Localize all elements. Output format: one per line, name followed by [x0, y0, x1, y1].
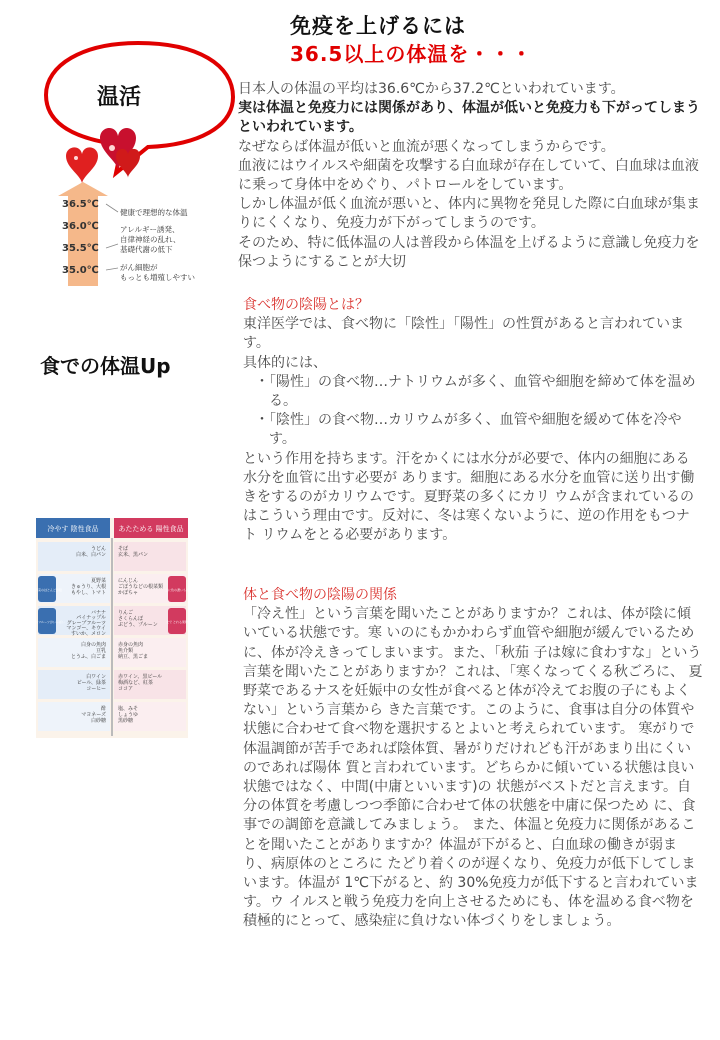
food-cold-item: 白砂糖 — [90, 718, 106, 724]
intro-p3: なぜならば体温が低いと血流が悪くなってしまうからです。 — [238, 138, 615, 155]
yinyang-p2: 具体的には、 — [243, 354, 327, 371]
intro-section — [238, 80, 708, 272]
food-table-image — [29, 518, 190, 738]
food-cold-item: 白身の魚肉 — [80, 642, 106, 648]
intro-p6: そのため、特に低体温の人は普段から体温を上げるように意識し免疫力を保つようにすることが大切 — [238, 234, 700, 270]
note-ideal: 健康で理想的な体温 — [120, 208, 188, 217]
food-cold-item: コーヒー — [86, 686, 106, 692]
note-cancer-2: もっとも増殖しやすい — [120, 273, 195, 282]
food-cold-item: すいか、メロン — [70, 630, 106, 637]
bubble-label: 温活 — [97, 85, 142, 110]
food-warm-item: 納豆、黒ごま — [118, 654, 149, 660]
food-cold-item: グレープフルーツ — [66, 620, 106, 627]
temp-350: 35.0℃ — [62, 265, 99, 276]
food-warm-item: にんじん — [118, 578, 139, 584]
intro-p4: 血液にはウイルスや細菌を攻撃する白血球が存在していて、白血球は血液に乗って身体中をめぐり、パトロールをしています。 — [238, 157, 699, 194]
food-side-tag-label: 土に色の濃いもの — [164, 588, 190, 592]
food-cold-item: バナナ — [90, 610, 106, 616]
section-title: 食べ物の陰陽とは？ — [243, 297, 369, 313]
body-food-section — [243, 586, 703, 932]
note-cancer-1: がん細胞が — [120, 263, 158, 272]
food-cold-item: マンゴー、キウイ — [66, 625, 106, 632]
food-side-tag-label: 北で とれる果物 — [166, 620, 188, 624]
body-food-p1: 「冷え性」という言葉を聞いたことがありますか？これは、体が陰に傾いている状態です。寒 いのにもかかわらず血管や細胞が緩んでいるために、体が冷えきってしまいます。また、「秋茄 子は嫁に食わすな」という言葉を聞いたことがありますか？これは、「寒くなってくる秋ごろに、 夏野菜であるナスを妊娠中の女性が食べると体が冷えてお腹の子にもよくない」という言葉から きた言葉です。このように、食事は自分の体質や状態に合わせて食べ物を選択するとよいと考えられています。 寒がりで体温調節が苦手であれば陰体質、暑がりだけれども汗があまり出にくいのであれば陽体 質と言われています。どちらかに傾いている状態は良い状態ではなく、中間(中庸といいます)の 状態がベストだと言えます。自分の体質を考慮しつつ季節に合わせて体の状態を中庸に保つため に、食事での調節を意識してみましょう。 また、体温と免疫力に関係があることを聞いたことがありますか？体温が下がると、白血球の働きが弱まり、病原体のところに たどり着くのが遅くなり、免疫力が低下してしまいます。体温が 1℃下がると、約 30%免疫力が低下すると言われています。ウ イルスと戦う免疫力を向上させるためにも、体を温める食べ物を 積極的にとって、感染症に負けない体づくりをしましょう。 — [243, 606, 703, 930]
temp-355: 35.5℃ — [62, 243, 99, 254]
food-warm-item: 塩、みそ — [118, 706, 139, 712]
food-cold-item: 酢 — [100, 706, 106, 712]
intro-p2: 実は体温と免疫力には関係があり、体温が低いと免疫力も下がってしまうといわれています。 — [238, 100, 700, 136]
food-cold-item: 豆乳 — [95, 648, 106, 654]
section-title: 体と食べ物の陰陽の関係 — [243, 587, 397, 603]
note-metabolism: 基礎代謝の低下 — [120, 245, 173, 254]
yinyang-p3: という作用を持ちます。汗をかくには水分が必要で、体内の細胞にある水分を血管に出す必要が あります。細胞にある水分を血管に送り出す働きをするのがカリウムです。夏野菜の多くにカリ ウムが含まれているのはこういう理由です。反対に、冬は寒くないように、逆の作用をもつナト リウムをとる必要があります。 — [243, 450, 695, 544]
food-warm-item: そば — [118, 546, 129, 552]
food-side-tag-label: 人気のフルーツがいっぱい — [29, 620, 65, 624]
yinyang-p1: 東洋医学では、食べ物に「陰性」「陽性」の性質があると言われています。 — [243, 316, 684, 352]
food-warm-item: 魚介類 — [118, 648, 134, 654]
food-warm-item: しょうゆ — [118, 712, 139, 718]
hearts-icon — [60, 108, 160, 188]
note-allergy: アレルギー誘発、 — [120, 225, 180, 234]
food-warm-item: 黒砂糖 — [118, 718, 134, 724]
food-warm-item: さくらんぼ — [118, 616, 144, 622]
food-side-tag-label: 夏野菜のほとんどが陰 — [31, 588, 63, 592]
page-subtitle: 36.5以上の体温を・・・ — [290, 42, 533, 66]
food-warm-item: ごぼうなどの根菜類 — [118, 584, 164, 590]
note-nerve: 自律神経の乱れ、 — [120, 235, 181, 244]
food-cold-item: 白米、白パン — [75, 552, 106, 558]
page-title: 免疫を上げるには — [290, 14, 466, 38]
food-cold-item: 夏野菜 — [90, 578, 106, 584]
intro-p5: しかし体温が低く血流が悪いと、体内に異物を発見した際に白血球が集まりにくくなり、免疫力が下がってしまうのです。 — [238, 196, 700, 232]
yinyang-bullet-yang: ・「陽性」の食べ物…ナトリウムが多く、血管や細胞を締めて体を温める。 — [255, 373, 696, 410]
food-cold-item: もやし、トマト — [70, 590, 106, 596]
warm-header: あたためる 陽性食品 — [118, 525, 184, 533]
food-warm-item: かぼちゃ — [118, 590, 139, 596]
intro-p1: 日本人の体温の平均は36.6℃から37.2℃といわれています。 — [238, 81, 625, 97]
food-side-title: 食での体温Up — [40, 354, 171, 378]
temperature-chart — [58, 182, 238, 288]
yin-yang-section — [243, 296, 703, 546]
food-cold-item: パイナップル — [76, 615, 106, 622]
cold-header: 冷やす 陰性食品 — [47, 525, 99, 533]
temp-365: 36.5℃ — [62, 199, 99, 210]
food-warm-item: りんご — [118, 610, 134, 616]
food-cold-item: ビール、緑茶 — [76, 680, 106, 686]
food-cold-item: うどん — [90, 546, 106, 552]
food-cold-item: 白ワイン — [86, 674, 106, 680]
food-cold-item: マヨネーズ — [81, 712, 106, 718]
food-warm-item: ココア — [118, 686, 134, 692]
food-warm-item: ぶどう、プルーン — [118, 622, 158, 628]
food-warm-item: 赤ワイン、黒ビール — [118, 674, 163, 680]
food-cold-item: きゅうり、大根 — [70, 584, 106, 590]
food-warm-item: 赤身の魚肉 — [118, 642, 144, 648]
food-cold-item: とうふ、白ごま — [70, 654, 106, 660]
food-warm-item: 玄米、黒パン — [118, 552, 149, 558]
temp-360: 36.0℃ — [62, 221, 99, 232]
food-warm-item: 梅酒など、紅茶 — [118, 680, 154, 686]
yinyang-bullet-yin: ・「陰性」の食べ物…カリウムが多く、血管や細胞を緩めて体を冷やす。 — [255, 412, 682, 448]
